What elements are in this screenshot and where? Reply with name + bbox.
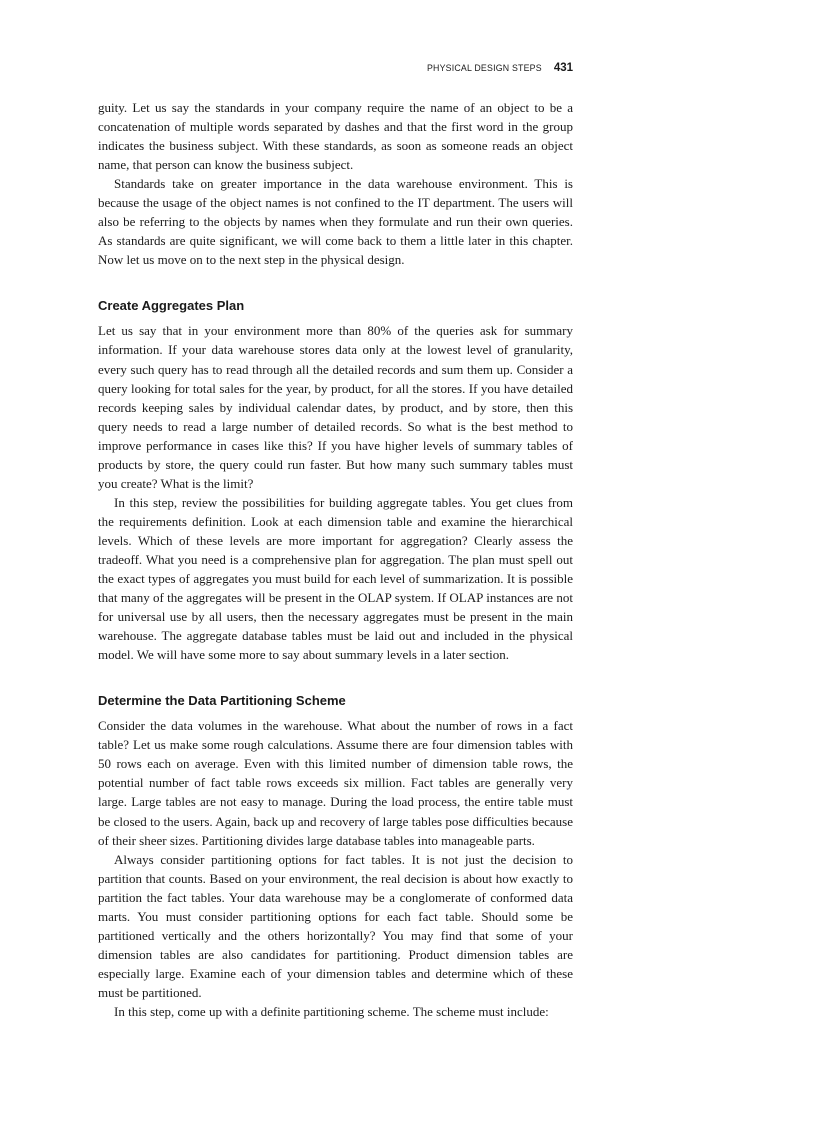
body-paragraph: In this step, review the possibilities for building aggregate tables. You get clues from the requirements definition. Look at each dimension table and examine the hierarchical levels. Which of these levels are more important for aggregation? Clearly assess the tradeoff. What you need is a comprehensive plan for aggregation. The plan must spell out the exact types of aggregates you must build for each level of summarization. It is possible that many of the aggregates will be present in the OLAP system. If OLAP instances are not for universal use by all users, then the necessary aggregates must be present in the main warehouse. The aggregate database tables must be laid out and included in the physical model. We will have some more to say about summary levels in a later section. xyxy=(98,494,573,663)
section-heading-aggregates: Create Aggregates Plan xyxy=(98,298,245,314)
running-title: PHYSICAL DESIGN STEPS xyxy=(426,63,542,73)
body-paragraph: guity. Let us say the standards in your company require the name of an object to be a concatenation of multiple words separated by dashes and that the first word in the group indicates the business subject. With these standards, as soon as someone reads an object name, that person can know the business subject. xyxy=(98,100,573,173)
running-header xyxy=(98,62,573,78)
body-paragraph: Consider the data volumes in the warehouse. What about the number of rows in a fact table? Let us make some rough calculations. Assume there are four dimension tables with 50 rows each on average. Even with this limited number of dimension table rows, the potential number of fact table rows exceeds six million. Fact tables are generally very large. Large tables are not easy to manage. During the load process, the entire table must be closed to the users. Again, back up and recovery of large tables pose difficulties because of their sheer sizes. Partitioning divides large database tables into manageable parts. xyxy=(98,718,573,848)
page-number: 431 xyxy=(553,62,573,74)
body-paragraph: Always consider partitioning options for fact tables. It is not just the decision to partition that counts. Based on your environment, the real decision is about how exactly to partition the fact tables. Your data warehouse may be a conglomerate of conformed data marts. You must consider partitioning options for each fact table. Should some be partitioned vertically and the others horizontally? You may find that some of your dimension tables are also candidates for partitioning. Product dimension tables are especially large. Examine each of your dimension tables and determine which of these must be partitioned. xyxy=(98,851,573,1000)
body-paragraph: Standards take on greater importance in the data warehouse environment. This is because the usage of the object names is not confined to the IT department. The users will also be referring to the objects by names when they formulate and run their own queries. As standards are quite significant, we will come back to them a little later in this chapter. Now let us move on to the next step in the physical design. xyxy=(98,176,573,268)
body-paragraph: In this step, come up with a definite partitioning scheme. The scheme must include: xyxy=(114,1003,549,1019)
section-heading-partitioning: Determine the Data Partitioning Scheme xyxy=(98,693,346,709)
book-page xyxy=(98,62,573,1021)
body-paragraph: Let us say that in your environment more than 80% of the queries ask for summary information. If your data warehouse stores data only at the lowest level of granularity, every such query has to read through all the detailed records and sum them up. Consider a query looking for total sales for the year, by product, for all the stores. If you have detailed records keeping sales by individual calendar dates, by product, and by store, then this query needs to read a large number of detailed records. So what is the best method to improve performance in cases like this? If you have higher levels of summary tables of products by store, the query could run faster. But how many such summary tables must you create? What is the limit? xyxy=(98,323,573,491)
